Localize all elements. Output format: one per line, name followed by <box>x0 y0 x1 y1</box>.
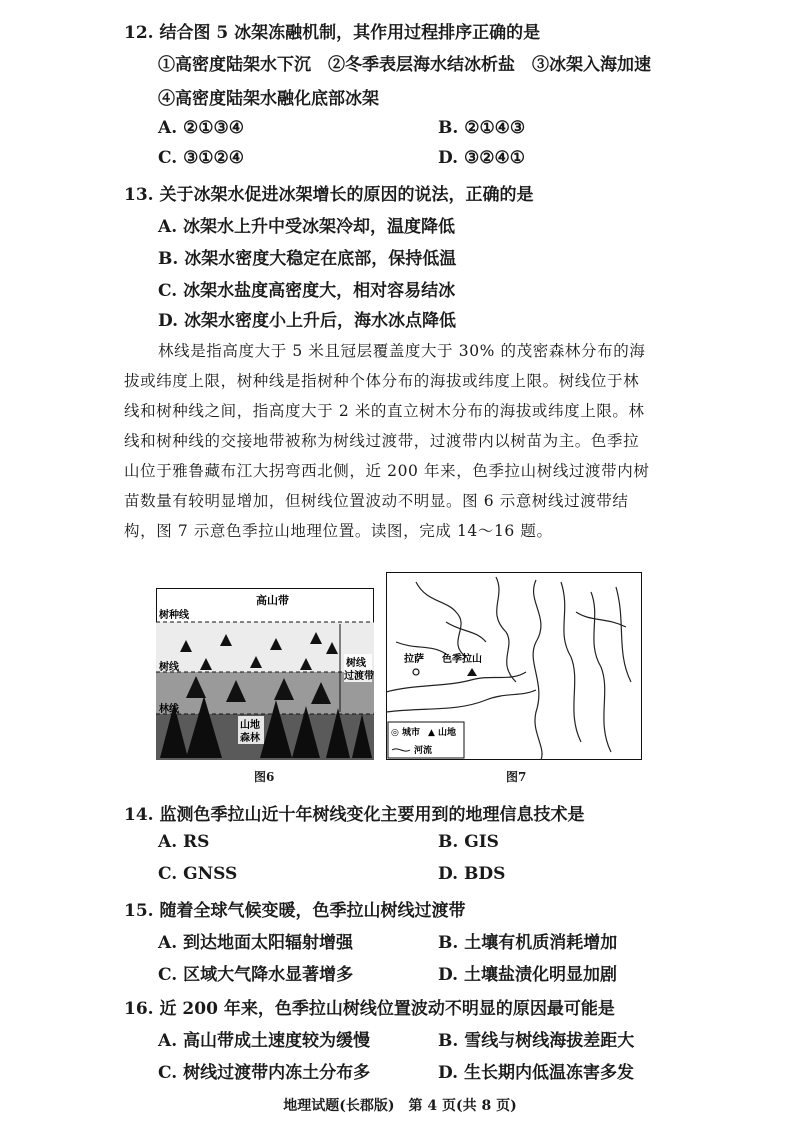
q15-option-a: A. 到达地面太阳辐射增强 <box>158 933 354 953</box>
q12-items-line2: ④高密度陆架水融化底部冰架 <box>158 89 379 109</box>
fig7-caption: 图7 <box>506 770 527 784</box>
fig6-species-line-label: 树种线 <box>159 610 189 621</box>
q16-stem: 16. 近 200 年来，色季拉山树线位置波动不明显的原因最可能是 <box>124 999 615 1019</box>
fig6-forest-label-1: 山地 <box>240 720 260 731</box>
passage-line-7: 构，图 7 示意色季拉山地理位置。读图，完成 14～16 题。 <box>124 522 553 540</box>
q13-option-a: A. 冰架水上升中受冰架冷却，温度降低 <box>158 217 456 237</box>
q14-option-b: B. GIS <box>438 832 499 852</box>
fig6-treeline-label: 树线 <box>159 662 179 673</box>
passage-line-1: 林线是指高度大于 5 米且冠层覆盖度大于 30% 的茂密森林分布的海 <box>158 342 646 360</box>
passage-line-4: 线和树种线的交接地带被称为树线过渡带，过渡带内以树苗为主。色季拉 <box>124 432 640 450</box>
q12-items-line1: ①高密度陆架水下沉 ②冬季表层海水结冰析盐 ③冰架入海加速 <box>158 55 651 75</box>
passage-line-3: 线和树种线之间，指高度大于 2 米的直立树木分布的海拔或纬度上限。林 <box>124 402 645 420</box>
fig6-alpine-label: 高山带 <box>256 594 289 607</box>
q16-option-b: B. 雪线与树线海拔差距大 <box>438 1031 635 1051</box>
q16-option-c: C. 树线过渡带内冻土分布多 <box>158 1063 371 1083</box>
q14-stem: 14. 监测色季拉山近十年树线变化主要用到的地理信息技术是 <box>124 805 585 825</box>
q12-option-d: D. ③②④① <box>438 148 525 168</box>
q14-option-d: D. BDS <box>438 864 506 884</box>
passage-line-6: 苗数量有较明显增加，但树线位置波动不明显。图 6 示意树线过渡带结 <box>124 492 629 510</box>
q14-option-c: C. GNSS <box>158 864 238 884</box>
fig7-lhasa-label: 拉萨 <box>404 654 424 665</box>
q12-option-a: A. ②①③④ <box>158 118 244 138</box>
fig6-transition-label-2: 过渡带 <box>344 671 374 682</box>
legend-river: 河流 <box>414 746 433 756</box>
q13-option-d: D. 冰架水密度小上升后，海水冰点降低 <box>158 311 456 331</box>
fig6-forestline-label: 林线 <box>159 704 179 715</box>
fig6-caption: 图6 <box>254 770 275 784</box>
q15-option-b: B. 土壤有机质消耗增加 <box>438 933 618 953</box>
q12-option-b: B. ②①④③ <box>438 118 526 138</box>
q15-option-d: D. 土壤盐渍化明显加剧 <box>438 965 617 985</box>
q14-option-a: A. RS <box>158 832 210 852</box>
q15-stem: 15. 随着全球气候变暖，色季拉山树线过渡带 <box>124 901 466 921</box>
legend-city: ◎ 城市 <box>391 728 420 738</box>
passage-line-5: 山位于雅鲁藏布江大拐弯西北侧，近 200 年来，色季拉山树线过渡带内树 <box>124 462 650 480</box>
q12-stem: 12. 结合图 5 冰架冻融机制，其作用过程排序正确的是 <box>124 23 541 43</box>
reading-passage <box>124 336 664 546</box>
q16-option-a: A. 高山带成土速度较为缓慢 <box>158 1031 371 1051</box>
legend-mountain: ▲ 山地 <box>428 728 457 738</box>
q13-stem: 13. 关于冰架水促进冰架增长的原因的说法，正确的是 <box>124 185 534 205</box>
figure-6-treeline-diagram <box>156 588 374 760</box>
passage-line-2: 拔或纬度上限，树种线是指树种个体分布的海拔或纬度上限。树线位于林 <box>124 372 640 390</box>
fig6-forest-label-2: 森林 <box>240 733 260 744</box>
figure-7-location-map <box>386 572 642 760</box>
fig7-mountain-label: 色季拉山 <box>442 654 482 665</box>
fig6-transition-label-1: 树线 <box>346 658 366 669</box>
q12-option-c: C. ③①②④ <box>158 148 245 168</box>
q13-option-b: B. 冰架水密度大稳定在底部，保持低温 <box>158 249 457 269</box>
q13-option-c: C. 冰架水盐度高密度大，相对容易结冰 <box>158 281 456 301</box>
q16-option-d: D. 生长期内低温冻害多发 <box>438 1063 634 1083</box>
page-footer: 地理试题(长郡版) 第 4 页(共 8 页) <box>283 1098 517 1114</box>
q15-option-c: C. 区域大气降水显著增多 <box>158 965 354 985</box>
